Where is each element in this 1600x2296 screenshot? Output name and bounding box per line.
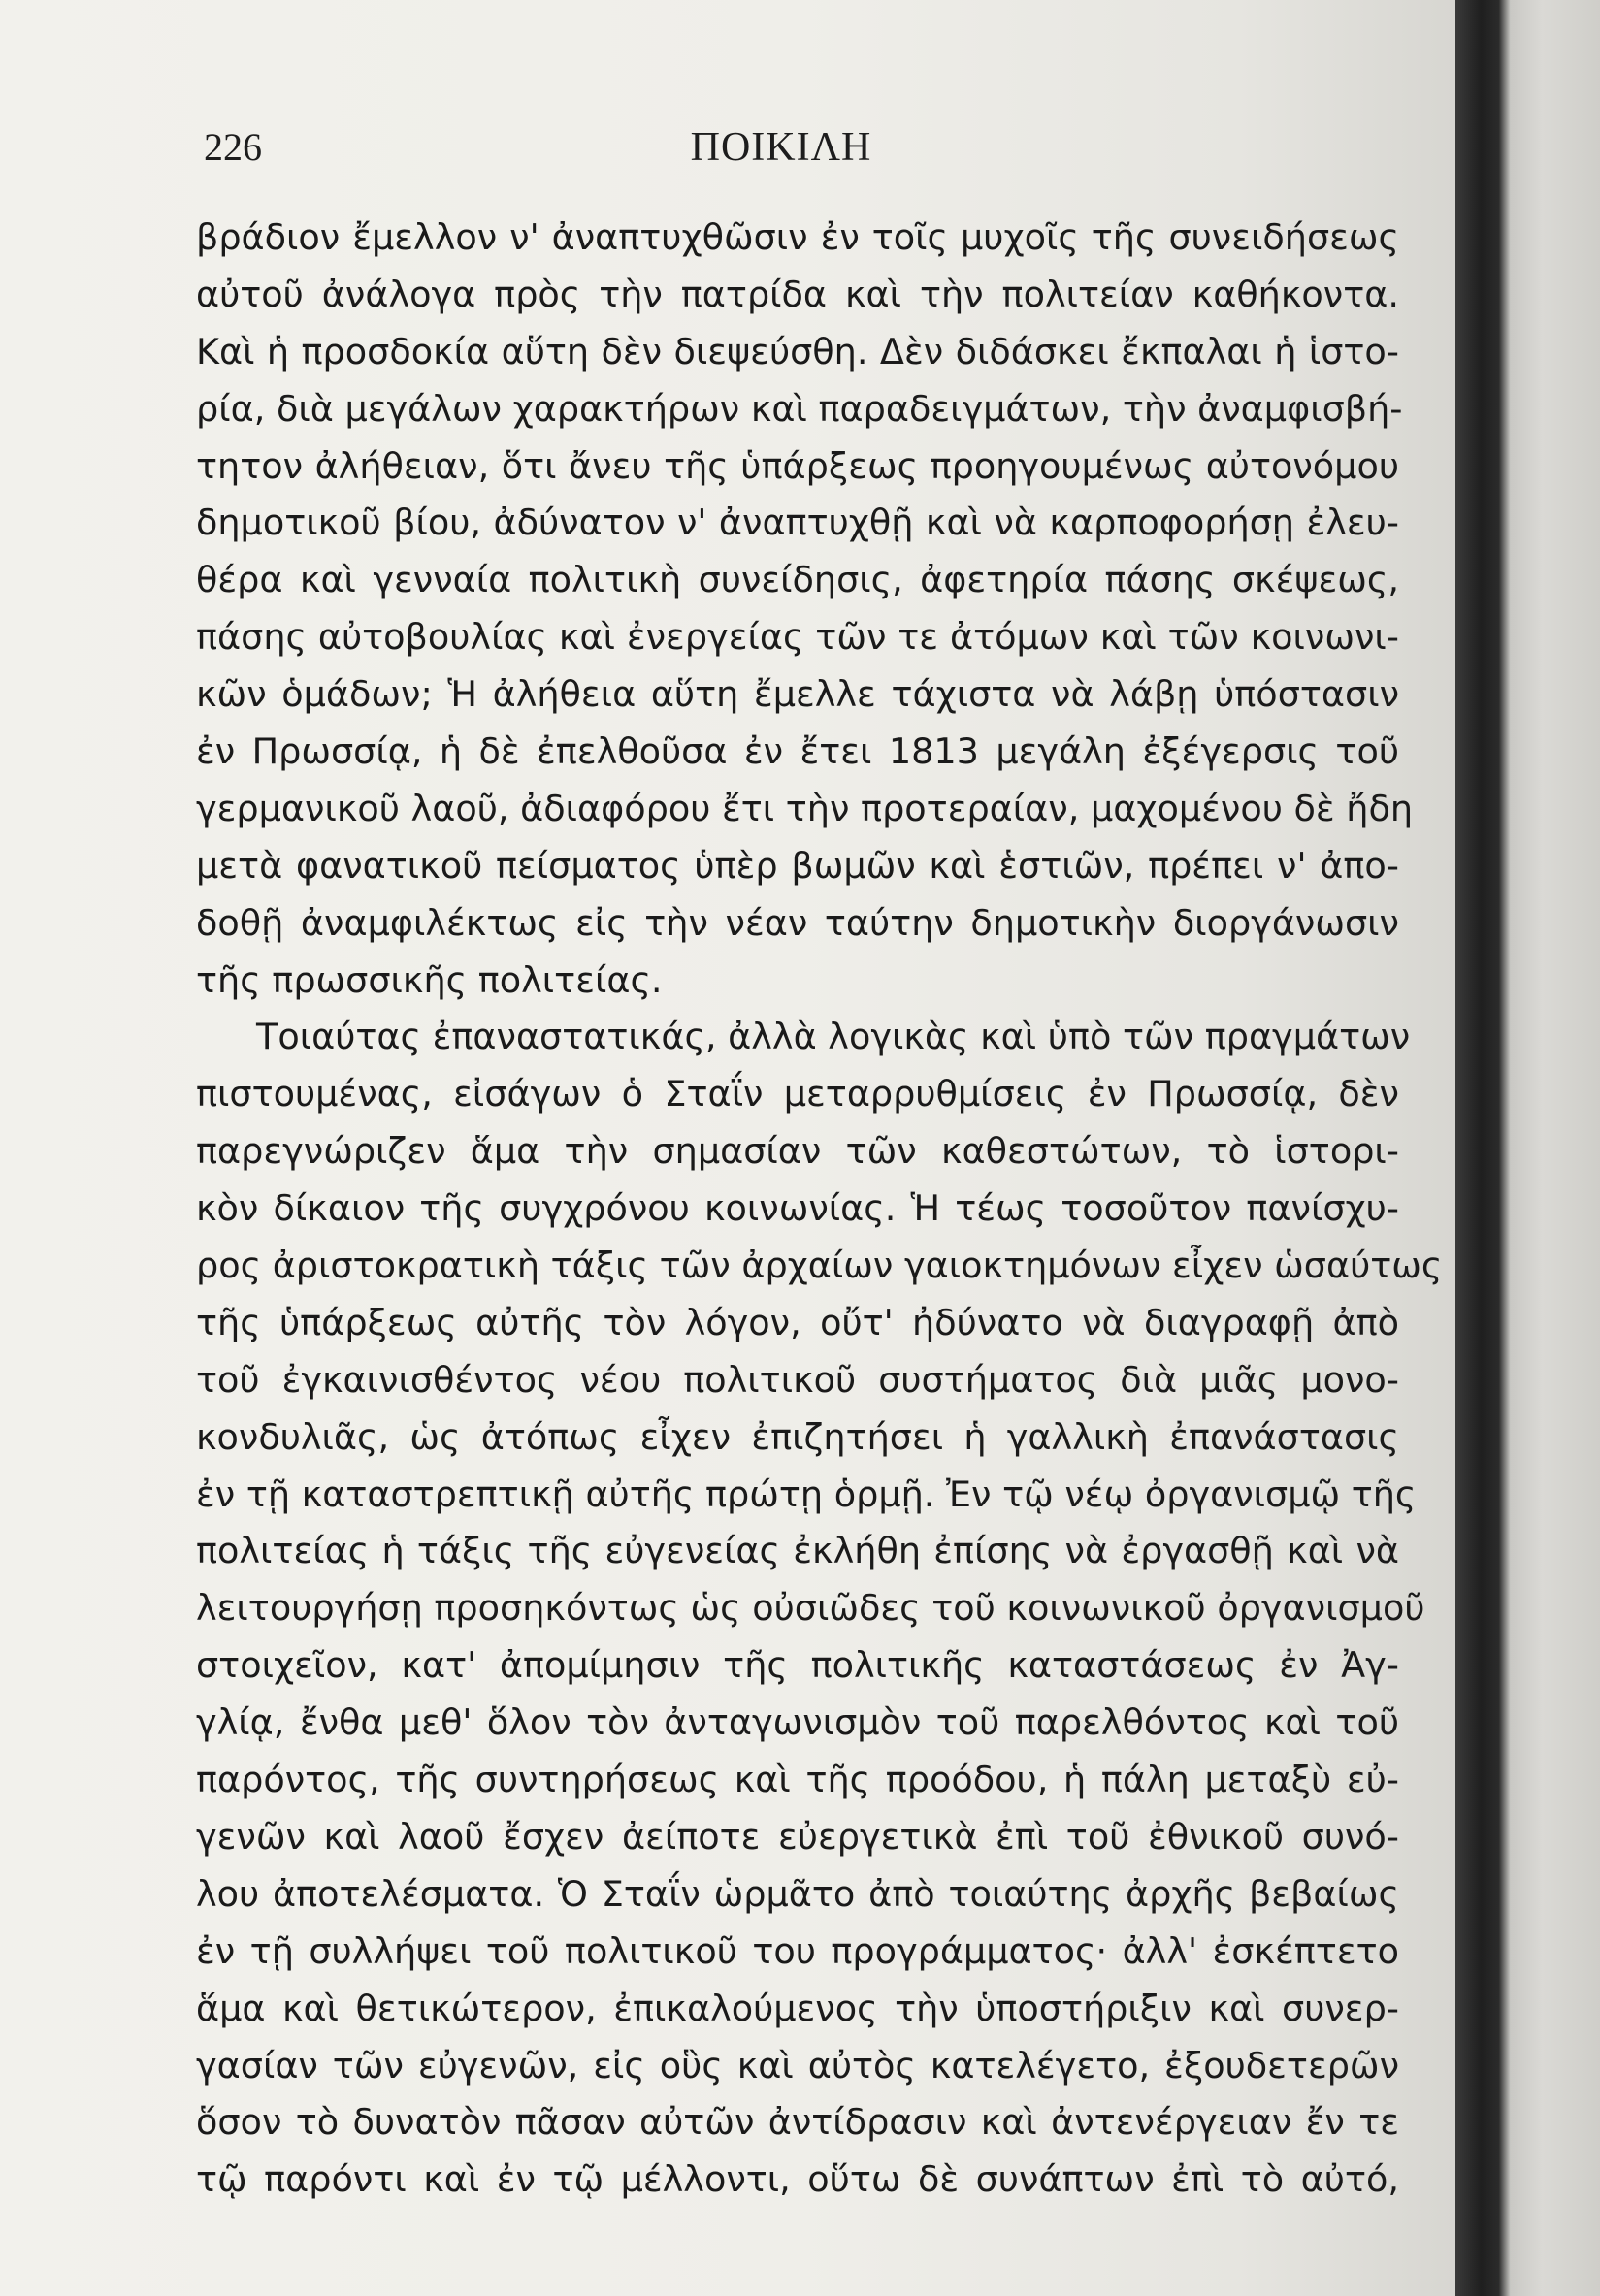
text-line: δοθῇ ἀναμφιλέκτως εἰς τὴν νέαν ταύτην δημοτικὴν διοργάνωσιν [196, 901, 1399, 944]
page-number: 226 [204, 125, 262, 169]
text-line: πάσης αὐτοβουλίας καὶ ἐνεργείας τῶν τε ἀτόμων καὶ τῶν κοινωνι- [196, 616, 1399, 659]
text-line: ἐν Πρωσσίᾳ, ἡ δὲ ἐπελθοῦσα ἐν ἔτει 1813 μεγάλη ἐξέγερσις τοῦ [196, 730, 1399, 773]
text-line: ρία, διὰ μεγάλων χαρακτήρων καὶ παραδειγμάτων, τὴν ἀναμφισβή- [196, 387, 1403, 430]
text-line: στοιχεῖον, κατ' ἀπομίμησιν τῆς πολιτικῆς καταστάσεως ἐν Ἀγ- [196, 1644, 1399, 1687]
book-spine-shadow [1455, 0, 1600, 2296]
page-header [204, 124, 1358, 192]
text-line: γενῶν καὶ λαοῦ ἔσχεν ἀείποτε εὐεργετικὰ ἐπὶ τοῦ ἐθνικοῦ συνό- [196, 1815, 1399, 1858]
text-line: πολιτείας ἡ τάξις τῆς εὐγενείας ἐκλήθη ἐπίσης νὰ ἐργασθῇ καὶ νὰ [196, 1530, 1399, 1572]
text-line: παρόντος, τῆς συντηρήσεως καὶ τῆς προόδου, ἡ πάλη μεταξὺ εὐ- [196, 1759, 1399, 1801]
text-line: τητον ἀλήθειαν, ὅτι ἄνευ τῆς ὑπάρξεως προηγουμένως αὐτονόμου [196, 444, 1399, 487]
text-line: γερμανικοῦ λαοῦ, ἀδιαφόρου ἔτι τὴν προτεραίαν, μαχομένου δὲ ἤδη [196, 787, 1414, 829]
text-line: γλίᾳ, ἔνθα μεθ' ὅλον τὸν ἀνταγωνισμὸν τοῦ παρελθόντος καὶ τοῦ [196, 1701, 1399, 1744]
text-line: λου ἀποτελέσματα. Ὁ Σταΐν ὡρμᾶτο ἀπὸ τοιαύτης ἀρχῆς βεβαίως [196, 1872, 1399, 1915]
text-line: κὸν δίκαιον τῆς συγχρόνου κοινωνίας. Ἡ τέως τοσοῦτον πανίσχυ- [196, 1187, 1399, 1230]
paragraph-first-line: Τοιαύτας ἐπαναστατικάς, ἀλλὰ λογικὰς καὶ ὑπὸ τῶν πραγμάτων [256, 1016, 1411, 1058]
text-line: κονδυλιᾶς, ὡς ἀτόπως εἶχεν ἐπιζητήσει ἡ γαλλικὴ ἐπανάστασις [196, 1415, 1399, 1458]
text-line: γασίαν τῶν εὐγενῶν, εἰς οὓς καὶ αὐτὸς κατελέγετο, ἐξουδετερῶν [196, 2044, 1399, 2086]
text-line: ἅμα καὶ θετικώτερον, ἐπικαλούμενος τὴν ὑποστήριξιν καὶ συνερ- [196, 1987, 1399, 2029]
text-line: πιστουμένας, εἰσάγων ὁ Σταΐν μεταρρυθμίσεις ἐν Πρωσσίᾳ, δὲν [196, 1073, 1399, 1116]
text-line: κῶν ὁμάδων; Ἡ ἀλήθεια αὕτη ἔμελλε τάχιστα νὰ λάβῃ ὑπόστασιν [196, 673, 1399, 716]
text-line: βράδιον ἔμελλον ν' ἀναπτυχθῶσιν ἐν τοῖς μυχοῖς τῆς συνειδήσεως [196, 216, 1399, 258]
paragraph-last-line: τῆς πρωσσικῆς πολιτείας. [196, 958, 663, 1001]
text-line: ὅσον τὸ δυνατὸν πᾶσαν αὐτῶν ἀντίδρασιν καὶ ἀντενέργειαν ἔν τε [196, 2101, 1399, 2144]
text-line: παρεγνώριζεν ἅμα τὴν σημασίαν τῶν καθεστώτων, τὸ ἱστορι- [196, 1130, 1399, 1173]
text-line: ρος ἀριστοκρατικὴ τάξις τῶν ἀρχαίων γαιοκτημόνων εἶχεν ὡσαύτως [196, 1245, 1443, 1287]
text-line: θέρα καὶ γενναία πολιτικὴ συνείδησις, ἀφετηρία πάσης σκέψεως, [196, 559, 1399, 601]
text-line: δημοτικοῦ βίου, ἀδύνατον ν' ἀναπτυχθῇ καὶ νὰ καρποφορήσῃ ἐλευ- [196, 501, 1399, 544]
body-text [196, 210, 1443, 2209]
text-line: τοῦ ἐγκαινισθέντος νέου πολιτικοῦ συστήματος διὰ μιᾶς μονο- [196, 1358, 1399, 1401]
running-head: ΠΟΙΚΙΛΗ [690, 125, 872, 170]
text-line: μετὰ φανατικοῦ πείσματος ὑπὲρ βωμῶν καὶ ἑστιῶν, πρέπει ν' ἀπο- [196, 844, 1399, 887]
text-line: τῆς ὑπάρξεως αὐτῆς τὸν λόγον, οὔτ' ἠδύνατο νὰ διαγραφῇ ἀπὸ [196, 1301, 1399, 1343]
text-line: λειτουργήσῃ προσηκόντως ὡς οὐσιῶδες τοῦ κοινωνικοῦ ὀργανισμοῦ [196, 1587, 1425, 1630]
text-line: ἐν τῇ συλλήψει τοῦ πολιτικοῦ του προγράμματος· ἀλλ' ἐσκέπτετο [196, 1929, 1399, 1972]
text-line: αὐτοῦ ἀνάλογα πρὸς τὴν πατρίδα καὶ τὴν πολιτείαν καθήκοντα. [196, 273, 1399, 315]
text-line: ἐν τῇ καταστρεπτικῇ αὐτῆς πρώτῃ ὁρμῇ. Ἐν τῷ νέῳ ὀργανισμῷ τῆς [196, 1472, 1417, 1515]
text-line: Καὶ ἡ προσδοκία αὕτη δὲν διεψεύσθη. Δὲν διδάσκει ἔκπαλαι ἡ ἱστο- [196, 330, 1399, 372]
text-line: τῷ παρόντι καὶ ἐν τῷ μέλλοντι, οὕτω δὲ συνάπτων ἐπὶ τὸ αὐτό, [196, 2158, 1399, 2201]
